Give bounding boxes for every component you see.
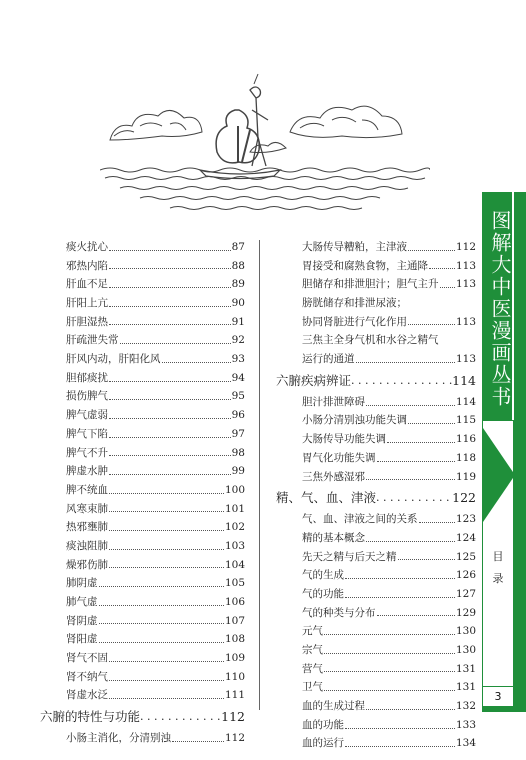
toc-entry-page: 89 [231,278,245,291]
toc-entry[interactable] [40,729,245,748]
toc-entry-page: 98 [231,446,245,459]
toc-entry-page: 99 [231,465,245,478]
toc-leader-dots [109,324,231,325]
toc-leader-dots [109,381,231,382]
section-label-char: 目 [492,550,504,563]
toc-entry-title: 胆郁痰扰 [66,371,108,384]
toc-leader-dots [324,690,455,691]
toc-entry-title: 肾不纳气 [66,670,108,683]
toc-entry-page: 112 [455,240,476,253]
toc-entry-title: 大肠传导功能失调 [302,433,386,446]
toc-entry[interactable] [276,660,476,679]
toc-entry[interactable] [276,510,476,529]
toc-leader-dots [109,250,231,251]
toc-entry-page: 112 [221,709,245,725]
toc-entry-page: 131 [455,662,476,675]
chevron-right-icon [483,428,515,522]
toc-entry-title: 脾不统血 [66,483,108,496]
toc-entry[interactable] [276,238,476,257]
toc-entry[interactable] [276,604,476,623]
toc-entry-page: 90 [231,297,245,310]
toc-entry[interactable] [40,388,245,407]
toc-entry-page: 126 [455,569,476,582]
toc-entry-page: 113 [455,315,476,328]
toc-entry-title: 肾阳虚 [66,633,98,646]
toc-entry-title: 肝阳上亢 [66,297,108,310]
toc-entry-title: 大肠传导糟粕，主津液 [302,240,407,253]
toc-entry-title: 痰浊阻肺 [66,539,108,552]
toc-entry-title: 精、气、血、津液 [276,490,377,506]
toc-leader-dots [109,418,231,419]
toc-entry[interactable] [276,735,476,754]
toc-leader-dots [109,474,231,475]
toc-entry[interactable] [40,481,245,500]
toc-entry-page: 114 [455,395,476,408]
toc-entry-page: 123 [455,513,476,526]
toc-entry-title: 血的生成过程 [302,700,365,713]
toc-entry-page: 91 [231,315,245,328]
toc-entry[interactable] [276,585,476,604]
toc-entry[interactable] [40,537,245,556]
toc-entry-page: 105 [224,577,245,590]
toc-entry-page: 116 [455,433,476,446]
toc-entry-title: 燥邪伤肺 [66,558,108,571]
toc-entry-page: 125 [455,550,476,563]
toc-entry-title: 精的基本概念 [302,531,365,544]
toc-leader-dots [440,287,455,288]
toc-entry[interactable] [276,622,476,641]
toc-leader-dots [162,362,231,363]
toc-entry-title: 风寒束肺 [66,502,108,515]
toc-entry-page: 111 [224,689,245,702]
toc-leader-dots [109,511,224,512]
toc-entry-page: 94 [231,371,245,384]
toc-entry-title: 先天之精与后天之精 [302,550,397,563]
toc-entry[interactable] [40,593,245,612]
toc-leader-dots [387,442,455,443]
toc-leader-dots [109,268,231,269]
toc-entry-page: 88 [231,259,245,272]
toc-entry[interactable] [40,350,245,369]
toc-entry-page: 100 [224,483,245,496]
toc-leader-dots [366,405,455,406]
toc-entry-page: 110 [224,670,245,683]
toc-entry-title: 三焦外感湿邪 [302,470,365,483]
toc-entry-title: 气的功能 [302,587,344,600]
toc-entry-page: 122 [452,490,476,506]
toc-leader-dots [366,709,455,710]
toc-entry-page: 129 [455,606,476,619]
toc-leader-dots [377,461,455,462]
toc-entry[interactable] [276,430,476,449]
toc-leader-dots [376,486,452,510]
toc-entry[interactable] [276,566,476,585]
toc-entry-title: 肝血不足 [66,278,108,291]
toc-leader-dots [99,605,224,606]
toc-entry[interactable] [276,548,476,567]
toc-entry-title: 营气 [302,662,323,675]
toc-entry-title: 肝胆湿热 [66,315,108,328]
toc-entry-title: 肾阴虚 [66,614,98,627]
toc-entry-page: 130 [455,644,476,657]
column-divider [259,240,260,710]
toc-entry-page: 97 [231,427,245,440]
toc-entry[interactable] [40,313,245,332]
toc-entry-title: 血的运行 [302,737,344,750]
toc-entry[interactable] [276,350,476,369]
toc-leader-dots [120,343,231,344]
toc-entry[interactable] [276,716,476,735]
toc-leader-dots [99,623,224,624]
section-label [484,546,512,590]
toc-entry-title: 六腑疾病辨证 [276,372,352,388]
toc-entry[interactable] [40,518,245,537]
toc-entry-page: 92 [231,334,245,347]
toc-entry-title: 胆储存和排泄胆汁；胆气主升 [302,278,439,291]
toc-entry[interactable] [40,238,245,257]
side-tab-strip [514,192,526,710]
toc-entry[interactable] [40,257,245,276]
toc-entry-page: 130 [455,625,476,638]
toc-entry-title: 胃气化功能失调 [302,451,376,464]
toc-entry[interactable] [40,444,245,463]
toc-section-heading[interactable] [276,486,476,510]
toc-entry[interactable] [276,393,476,412]
toc-leader-dots [324,634,455,635]
toc-entry-title: 元气 [302,625,323,638]
toc-entry[interactable] [40,275,245,294]
toc-entry[interactable] [40,462,245,481]
toc-entry[interactable] [40,612,245,631]
toc-leader-dots [109,680,224,681]
toc-entry-title: 小肠分清别浊功能失调 [302,414,407,427]
toc-entry-page: 132 [455,700,476,713]
toc-entry-title: 胆汁排泄障碍 [302,395,365,408]
toc-section-heading[interactable] [40,705,245,729]
toc-entry-title: 肝疏泄失常 [66,334,119,347]
toc-entry-title: 协同肾脏进行气化作用 [302,315,407,328]
page-number: 3 [482,686,514,707]
toc-entry-page: 114 [452,372,476,388]
toc-entry-page: 134 [455,737,476,750]
toc-entry-title: 损伤脾气 [66,390,108,403]
toc-entry-title: 三焦主全身气机和水谷之精气 [302,334,439,347]
toc-entry[interactable] [40,574,245,593]
toc-leader-dots [99,642,224,643]
toc-entry[interactable] [276,468,476,487]
toc-entry-title: 痰火扰心 [66,240,108,253]
toc-entry-page: 133 [455,718,476,731]
toc-entry-title: 胃接受和腐熟食物，主通降 [302,259,428,272]
toc-right-column [276,238,476,753]
toc-leader-dots [366,479,455,480]
toc-entry-page: 101 [224,502,245,515]
toc-entry-title: 卫气 [302,681,323,694]
toc-entry-title: 小肠主消化，分清别浊 [66,732,171,745]
toc-section-heading[interactable] [276,369,476,393]
toc-entry-title: 邪热内陷 [66,259,108,272]
sage-on-boat-illustration [100,70,430,220]
toc-entry[interactable] [40,500,245,519]
toc-entry-title: 肾气不固 [66,652,108,665]
toc-entry-title: 膀胱储存和排泄尿液； [302,297,407,310]
toc-entry-page: 127 [455,587,476,600]
toc-leader-dots [109,493,224,494]
toc-entry[interactable] [276,641,476,660]
toc-entry-title: 气的生成 [302,569,344,582]
toc-entry-title: 脾气下陷 [66,427,108,440]
toc-leader-dots [109,455,231,456]
toc-entry[interactable] [40,668,245,687]
toc-entry-title: 气、血、津液之间的关系 [302,513,418,526]
toc-entry[interactable] [40,369,245,388]
toc-leader-dots [377,615,455,616]
toc-entry-page: 93 [231,353,245,366]
toc-entry-page: 107 [224,614,245,627]
toc-entry-title: 脾气不升 [66,446,108,459]
toc-entry[interactable] [40,556,245,575]
toc-entry-title: 肺阴虚 [66,577,98,590]
toc-entry-page: 104 [224,558,245,571]
toc-leader-dots [345,728,455,729]
toc-entry[interactable] [276,294,476,313]
toc-leader-dots [366,541,455,542]
toc-entry[interactable] [276,678,476,697]
toc-entry-title: 宗气 [302,644,323,657]
toc-leader-dots [324,653,455,654]
toc-entry[interactable] [40,331,245,350]
toc-leader-dots [109,549,224,550]
section-label-char: 录 [492,572,504,585]
series-title: 图解大中医漫画丛书 [482,192,512,420]
toc-entry-title: 血的功能 [302,718,344,731]
toc-leader-dots [398,559,455,560]
toc-leader-dots [324,671,455,672]
toc-leader-dots [419,522,455,523]
toc-leader-dots [140,705,221,729]
toc-leader-dots [408,250,455,251]
toc-entry-title: 脾气虚弱 [66,409,108,422]
toc-entry-title: 肝风内动，肝阳化风 [66,353,161,366]
toc-entry[interactable] [276,412,476,431]
toc-leader-dots [172,741,224,742]
toc-leader-dots [109,698,224,699]
toc-entry-page: 112 [224,732,245,745]
toc-leader-dots [345,578,455,579]
toc-entry[interactable] [40,687,245,706]
toc-leader-dots [351,369,452,393]
toc-entry-page: 113 [455,278,476,291]
toc-entry-page: 103 [224,539,245,552]
toc-entry[interactable] [276,529,476,548]
toc-entry-page: 108 [224,633,245,646]
toc-entry-page: 87 [231,240,245,253]
toc-entry[interactable] [276,331,476,350]
toc-leader-dots [345,597,455,598]
toc-entry-page: 115 [455,414,476,427]
toc-entry[interactable] [40,406,245,425]
bottom-accent-bar [482,706,526,712]
toc-entry[interactable] [276,257,476,276]
toc-leader-dots [356,362,455,363]
toc-entry-page: 119 [455,470,476,483]
toc-entry[interactable] [276,313,476,332]
toc-entry-page: 102 [224,521,245,534]
toc-entry[interactable] [276,449,476,468]
toc-leader-dots [109,530,224,531]
toc-entry-title: 六腑的特性与功能 [40,709,141,725]
toc-entry-page: 113 [455,353,476,366]
toc-entry-page: 113 [455,259,476,272]
toc-leader-dots [345,746,455,747]
toc-entry-title: 热邪壅肺 [66,521,108,534]
toc-leader-dots [109,306,231,307]
toc-leader-dots [109,567,224,568]
toc-entry-title: 运行的通道 [302,353,355,366]
toc-leader-dots [99,586,224,587]
toc-entry-page: 95 [231,390,245,403]
toc-leader-dots [408,324,455,325]
toc-leader-dots [429,268,455,269]
toc-left-column [40,238,245,748]
toc-entry[interactable] [40,649,245,668]
toc-entry-page: 118 [455,451,476,464]
toc-entry-page: 124 [455,531,476,544]
toc-leader-dots [109,661,224,662]
toc-entry[interactable] [40,294,245,313]
toc-entry-title: 肺气虚 [66,596,98,609]
toc-leader-dots [109,437,231,438]
toc-leader-dots [109,287,231,288]
toc-entry-page: 131 [455,681,476,694]
toc-entry[interactable] [40,630,245,649]
toc-leader-dots [109,399,231,400]
toc-entry[interactable] [276,275,476,294]
toc-entry[interactable] [276,697,476,716]
toc-leader-dots [408,423,455,424]
toc-entry-title: 气的种类与分布 [302,606,376,619]
toc-entry-title: 肾虚水泛 [66,689,108,702]
toc-entry[interactable] [40,425,245,444]
toc-entry-page: 96 [231,409,245,422]
toc-entry-page: 109 [224,652,245,665]
toc-entry-page: 106 [224,596,245,609]
toc-entry-title: 脾虚水肿 [66,465,108,478]
